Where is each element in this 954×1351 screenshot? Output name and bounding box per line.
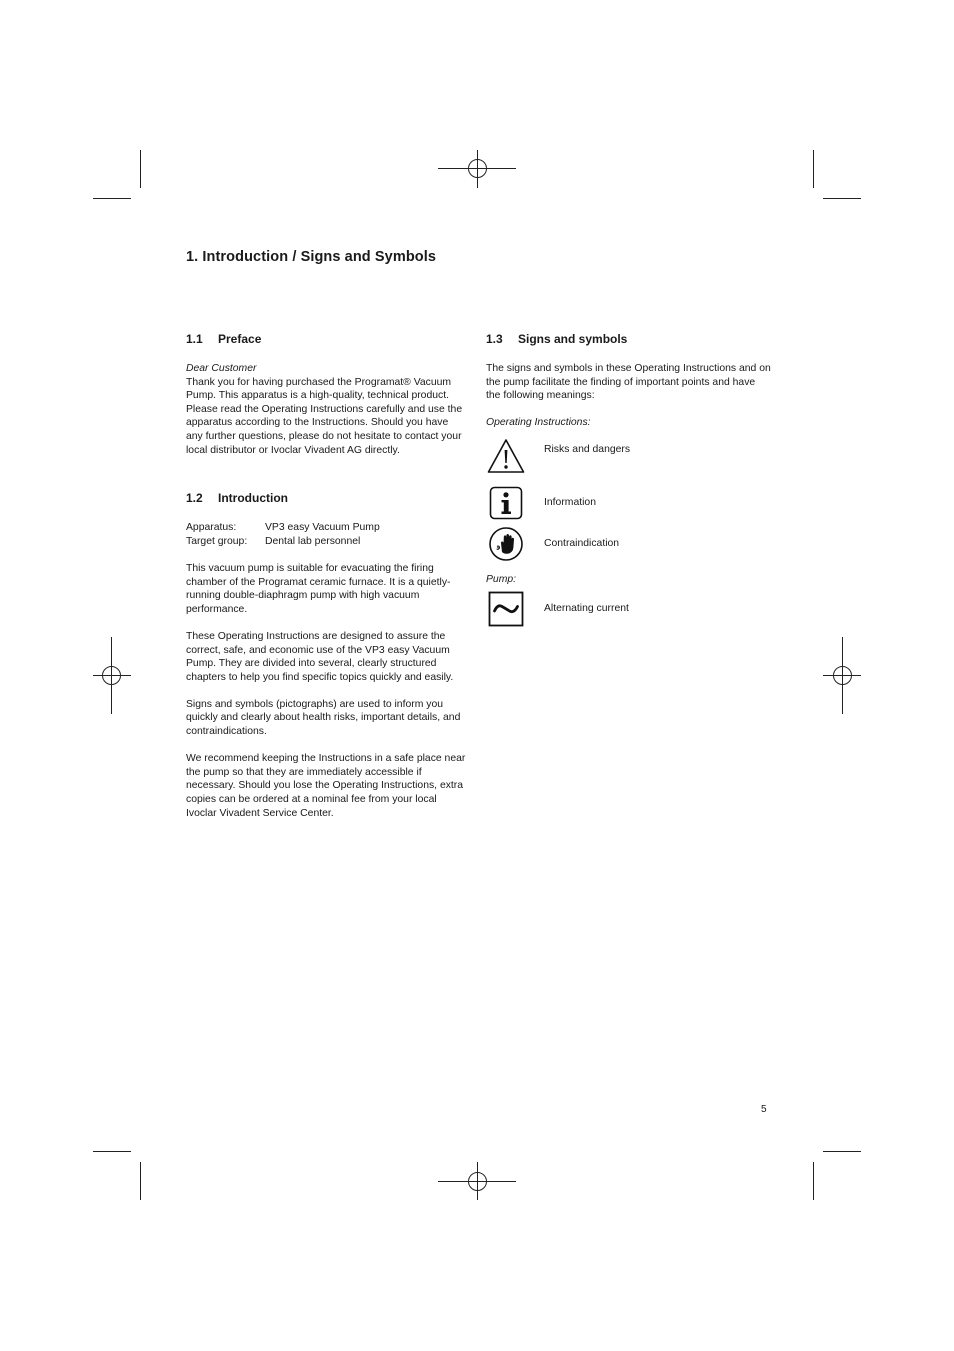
intro-paragraph: Signs and symbols (pictographs) are used to inform you quickly and clearly about health risks, important details, and contraindications. [186, 698, 461, 738]
section-title: Signs and symbols [518, 332, 628, 346]
operating-instructions-label: Operating Instructions: [486, 417, 591, 429]
signs-intro: The signs and symbols in these Operating Instructions and on the pump facilitate the finding of important points and have the following meanings: [486, 363, 771, 402]
apparatus-row [186, 521, 466, 535]
section-number: 1.2 [186, 491, 203, 506]
right-column [486, 331, 771, 627]
target-group-row [186, 535, 466, 549]
page-number: 5 [761, 1104, 767, 1115]
intro-paragraph: We recommend keeping the Instructions in a safe place near the pump so that they are immediately accessible if necessary. Should you lose the Operating Instructions, extra copies can be ordered at a nominal fee from your local Ivoclar Vivadent Service Center. [186, 753, 466, 819]
section-heading-preface [186, 331, 466, 347]
symbol-row-risks [486, 437, 771, 475]
apparatus-value: VP3 easy Vacuum Pump [265, 522, 380, 534]
information-icon [489, 486, 523, 520]
apparatus-label: Apparatus: [186, 522, 237, 534]
symbol-row-information [486, 485, 771, 521]
intro-paragraph: This vacuum pump is suitable for evacuating the firing chamber of the Programat ceramic furnace. It is a quietly-running double-diaphragm pump with high vacuum performance. [186, 562, 451, 615]
pump-label: Pump: [486, 573, 517, 585]
symbol-label: Alternating current [544, 602, 629, 614]
section-number: 1.1 [186, 332, 203, 346]
section-heading-signs [486, 331, 771, 347]
section-heading-introduction [186, 490, 466, 506]
warning-triangle-icon [487, 438, 525, 474]
symbol-label: Risks and dangers [544, 444, 631, 456]
preface-body: Thank you for having purchased the Programat® Vacuum Pump. This apparatus is a high-quality, technical product. Please read the Operating Instructions carefully and use the apparatus according to the Instructions. Should you have any further questions, please do not hesitate to contact your local distributor or Ivoclar Vivadent AG directly. [186, 376, 463, 456]
symbol-label: Contraindication [544, 538, 620, 550]
intro-paragraph: These Operating Instructions are designed to assure the correct, safe, and economic use of the VP3 easy Vacuum Pump. They are divided into several, clearly structured chapters to help you find specific topics quickly and easily. [186, 630, 454, 683]
alternating-current-icon [488, 591, 524, 627]
section-title: Preface [218, 332, 262, 346]
symbol-row-alternating-current [486, 591, 771, 627]
page-title: 1. Introduction / Signs and Symbols [186, 249, 437, 265]
stop-hand-icon [488, 526, 524, 562]
section-title: Introduction [218, 491, 288, 506]
left-column [186, 331, 466, 820]
target-group-value: Dental lab personnel [265, 535, 361, 547]
salutation: Dear Customer [186, 363, 257, 374]
target-group-label: Target group: [186, 535, 248, 547]
symbol-label: Information [544, 497, 596, 509]
symbol-row-contraindication [486, 526, 771, 562]
section-number: 1.3 [486, 332, 503, 346]
